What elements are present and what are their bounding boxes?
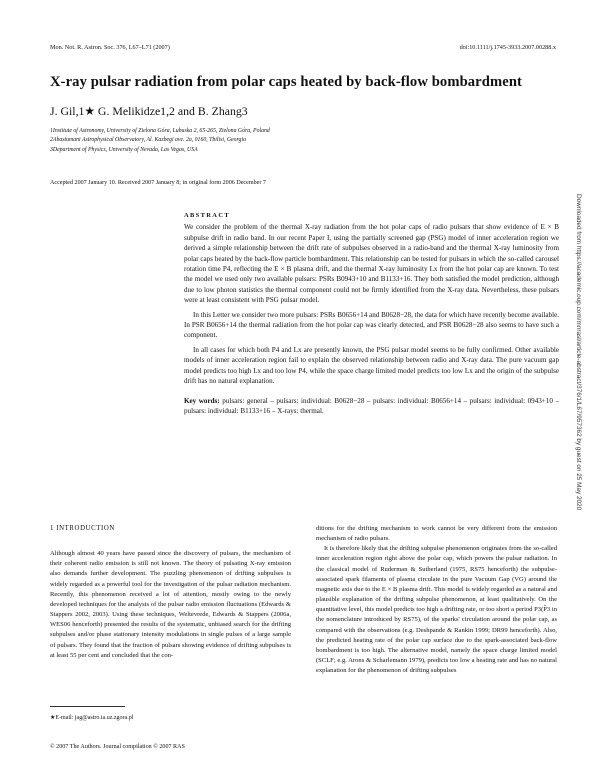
affiliation: 3Department of Physics, University of Nevada, Las Vegas, USA — [50, 146, 198, 153]
footnote-rule — [50, 706, 125, 707]
abstract-heading: ABSTRACT — [184, 212, 231, 219]
abstract — [184, 211, 559, 416]
abstract-paragraph: We consider the problem of the thermal X-ray radiation from the hot polar caps of radio pulsars that show evidence of E × B subpulse drift in radio band. In our recent Paper I, using the partially screened gap (PSG) model of inner acceleration region we derived a simple relationship between the drift rate of subpulses observed in a radio-band and the thermal X-ray luminosity from polar caps heated by the back-flow particle bombardment. This relationship can be tested for pulsars in which the so-called carousel rotation time P4, reflecting the E × B plasma drift, and the thermal X-ray luminosity Lx from the hot polar cap are known. To test the model we used only two available pulsars: PSRs B0943+10 and B1133+16. They both satisfied the model prediction, although due to low photon statistics the thermal component could not be firmly identified from the X-ray data. Nevertheless, these pulsars were at least consistent with PSG pulsar model. — [184, 223, 559, 305]
authors: J. Gil,1★ G. Melikidze1,2 and B. Zhang3 — [50, 104, 248, 118]
footnote-email: ★E-mail: jag@astro.ia.uz.zgora.pl — [50, 715, 134, 721]
body-paragraph: ditions for the drifting mechanism to work cannot be very different from the emission mechanism of radio pulsars. — [316, 525, 557, 543]
body-paragraph: It is therefore likely that the drifting subpulse phenomenon originates from the so-called inner acceleration region right above the polar cap, which powers the pulsar radiation. In the classical model of Ruderman & Sutherland (1975, RS75 henceforth) the subpulse-associated spark filaments of plasma circulate in the pure Vacuum Gap (VG) around the magnetic axis due to the E × B plasma drift. This model is widely regarded as a natural and plausible explanation of the drifting subpulse phenomenon, at least qualitatively. On the quantitative level, this model predicts too high a drifting rate, or too short a period P3(P̂3 in the nomenclature introduced by RS75), of the sparks' circulation around the polar cap, as compared with the observations (e.g. Deshpande & Rankin 1999; DR99 henceforth). Also, the predicted heating rate of the polar cap surface due to the spark-associated back-flow bombardment is too high. The alternative model, namely the space charge limited model (SCLF; e.g. Arons & Scharlemann 1979), predicts too low a heating rate and has no natural explanation for the phenomenon of drifting subpulses — [316, 545, 557, 675]
section-heading: 1 INTRODUCTION — [50, 525, 115, 532]
keywords-label: Key words: — [184, 396, 220, 405]
copyright: © 2007 The Authors. Journal compilation © 2007 RAS — [50, 744, 185, 750]
body-paragraph: Although almost 40 years have passed since the discovery of pulsars, the mechanism of their coherent radio emission is still not known. The theory of pulsating X-ray emission also demands further development. The puzzling phenomenon of drifting subpulses is widely regarded as a powerful tool for the investigation of the pulsar radiation mechanism. Recently, this phenomenon received a lot of attention, mostly owing to the newly developed techniques for the analysis of the pulsar radio emission fluctuations (Edwards & Stappers 2002, 2003). Using these techniques, Weltevrede, Edwards & Stappers (2006a, WES06 henceforth) presented the results of the systematic, unbiased search for the drifting subpulses and/or phase stationary intensity modulations in single pulses of a large sample of pulsars. They found that the fraction of pulsars showing evidence of drifting subpulses is at least 55 per cent and concluded that the con- — [50, 550, 291, 659]
download-watermark: Downloaded from https://academic.oup.com/mnrasl/article-abstract/376/1/L67/957362 by guest on 25 May 2020 — [575, 194, 582, 511]
abstract-paragraph: In all cases for which both P4 and Lx are presently known, the PSG pulsar model seems to be fully confirmed. Other available models of inner acceleration region fail to explain the observed relationship between radio and X-ray data. The pure vacuum gap model predicts too high Lx and too low P4, while the space charge limited model predicts too low Lx and the origin of the subpulse drift has no natural explanation. — [184, 345, 559, 386]
affiliation: 2Abastumani Astrophysical Observatory, Al. Kazbegi ave. 2a, 0160, Tbilisi, Georgia — [50, 137, 246, 144]
keywords — [184, 396, 559, 417]
accepted-dates: Accepted 2007 January 10. Received 2007 January 8; in original form 2006 December 7 — [50, 180, 266, 186]
column-left — [50, 524, 291, 661]
doi: doi:10.1111/j.1745-3933.2007.00288.x — [459, 44, 556, 51]
column-right — [316, 524, 557, 676]
affiliation: 1Institute of Astronomy, University of Zielona Góra, Lubuska 2, 65-265, Zielona Góra, Poland — [50, 128, 270, 134]
keywords-text: pulsars: general – pulsars: individual: B0628−28 – pulsars: individual: B0656+14 – pulsars: individual: 0943+10 – pulsars: individual: B1133+16 – X-rays: thermal. — [184, 396, 560, 415]
paper-title: X-ray pulsar radiation from polar caps heated by back-flow bombardment — [50, 74, 522, 90]
affiliations — [50, 127, 270, 155]
journal-citation: Mon. Not. R. Astron. Soc. 376, L67–L71 (2007) — [50, 44, 170, 51]
abstract-paragraph: In this Letter we consider two more pulsars: PSRs B0656+14 and B0628−28, the data for which have recently become available. In PSR B0656+14 the thermal radiation from the hot polar cap was clearly detected, and PSR B0628−28 also seems to have such a component. — [184, 310, 559, 340]
